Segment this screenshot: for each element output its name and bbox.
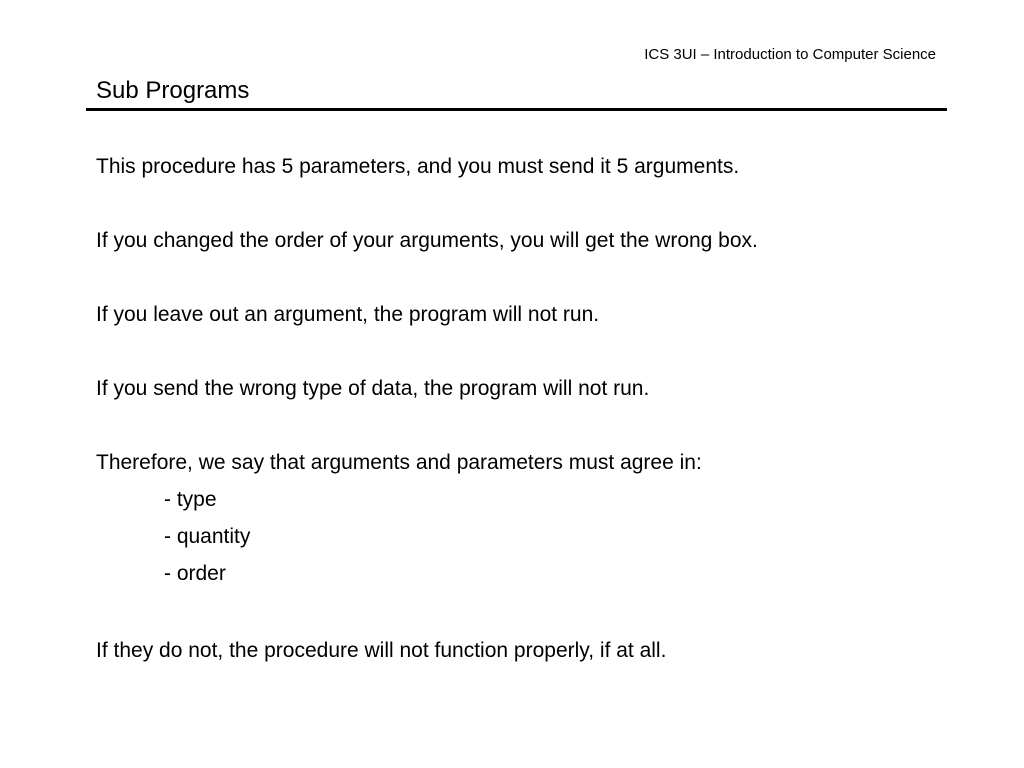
slide-body: [96, 152, 956, 710]
slide-title: Sub Programs: [96, 77, 250, 104]
course-header: ICS 3UI – Introduction to Computer Science: [644, 46, 936, 63]
title-divider: [86, 108, 947, 111]
paragraph-closing: If they do not, the procedure will not function properly, if at all.: [96, 639, 667, 662]
agreement-item-quantity: - quantity: [164, 525, 251, 548]
paragraph-parameters-count: This procedure has 5 parameters, and you must send it 5 arguments.: [96, 155, 740, 178]
agreement-list: [96, 481, 956, 592]
paragraph-argument-order: If you changed the order of your arguments, you will get the wrong box.: [96, 229, 758, 252]
paragraph-wrong-type: If you send the wrong type of data, the program will not run.: [96, 377, 650, 400]
agreement-item-type: - type: [164, 488, 217, 511]
paragraph-missing-argument: If you leave out an argument, the program will not run.: [96, 303, 600, 326]
agreement-item-order: - order: [164, 562, 226, 585]
paragraph-agreement-intro: Therefore, we say that arguments and parameters must agree in:: [96, 451, 702, 474]
